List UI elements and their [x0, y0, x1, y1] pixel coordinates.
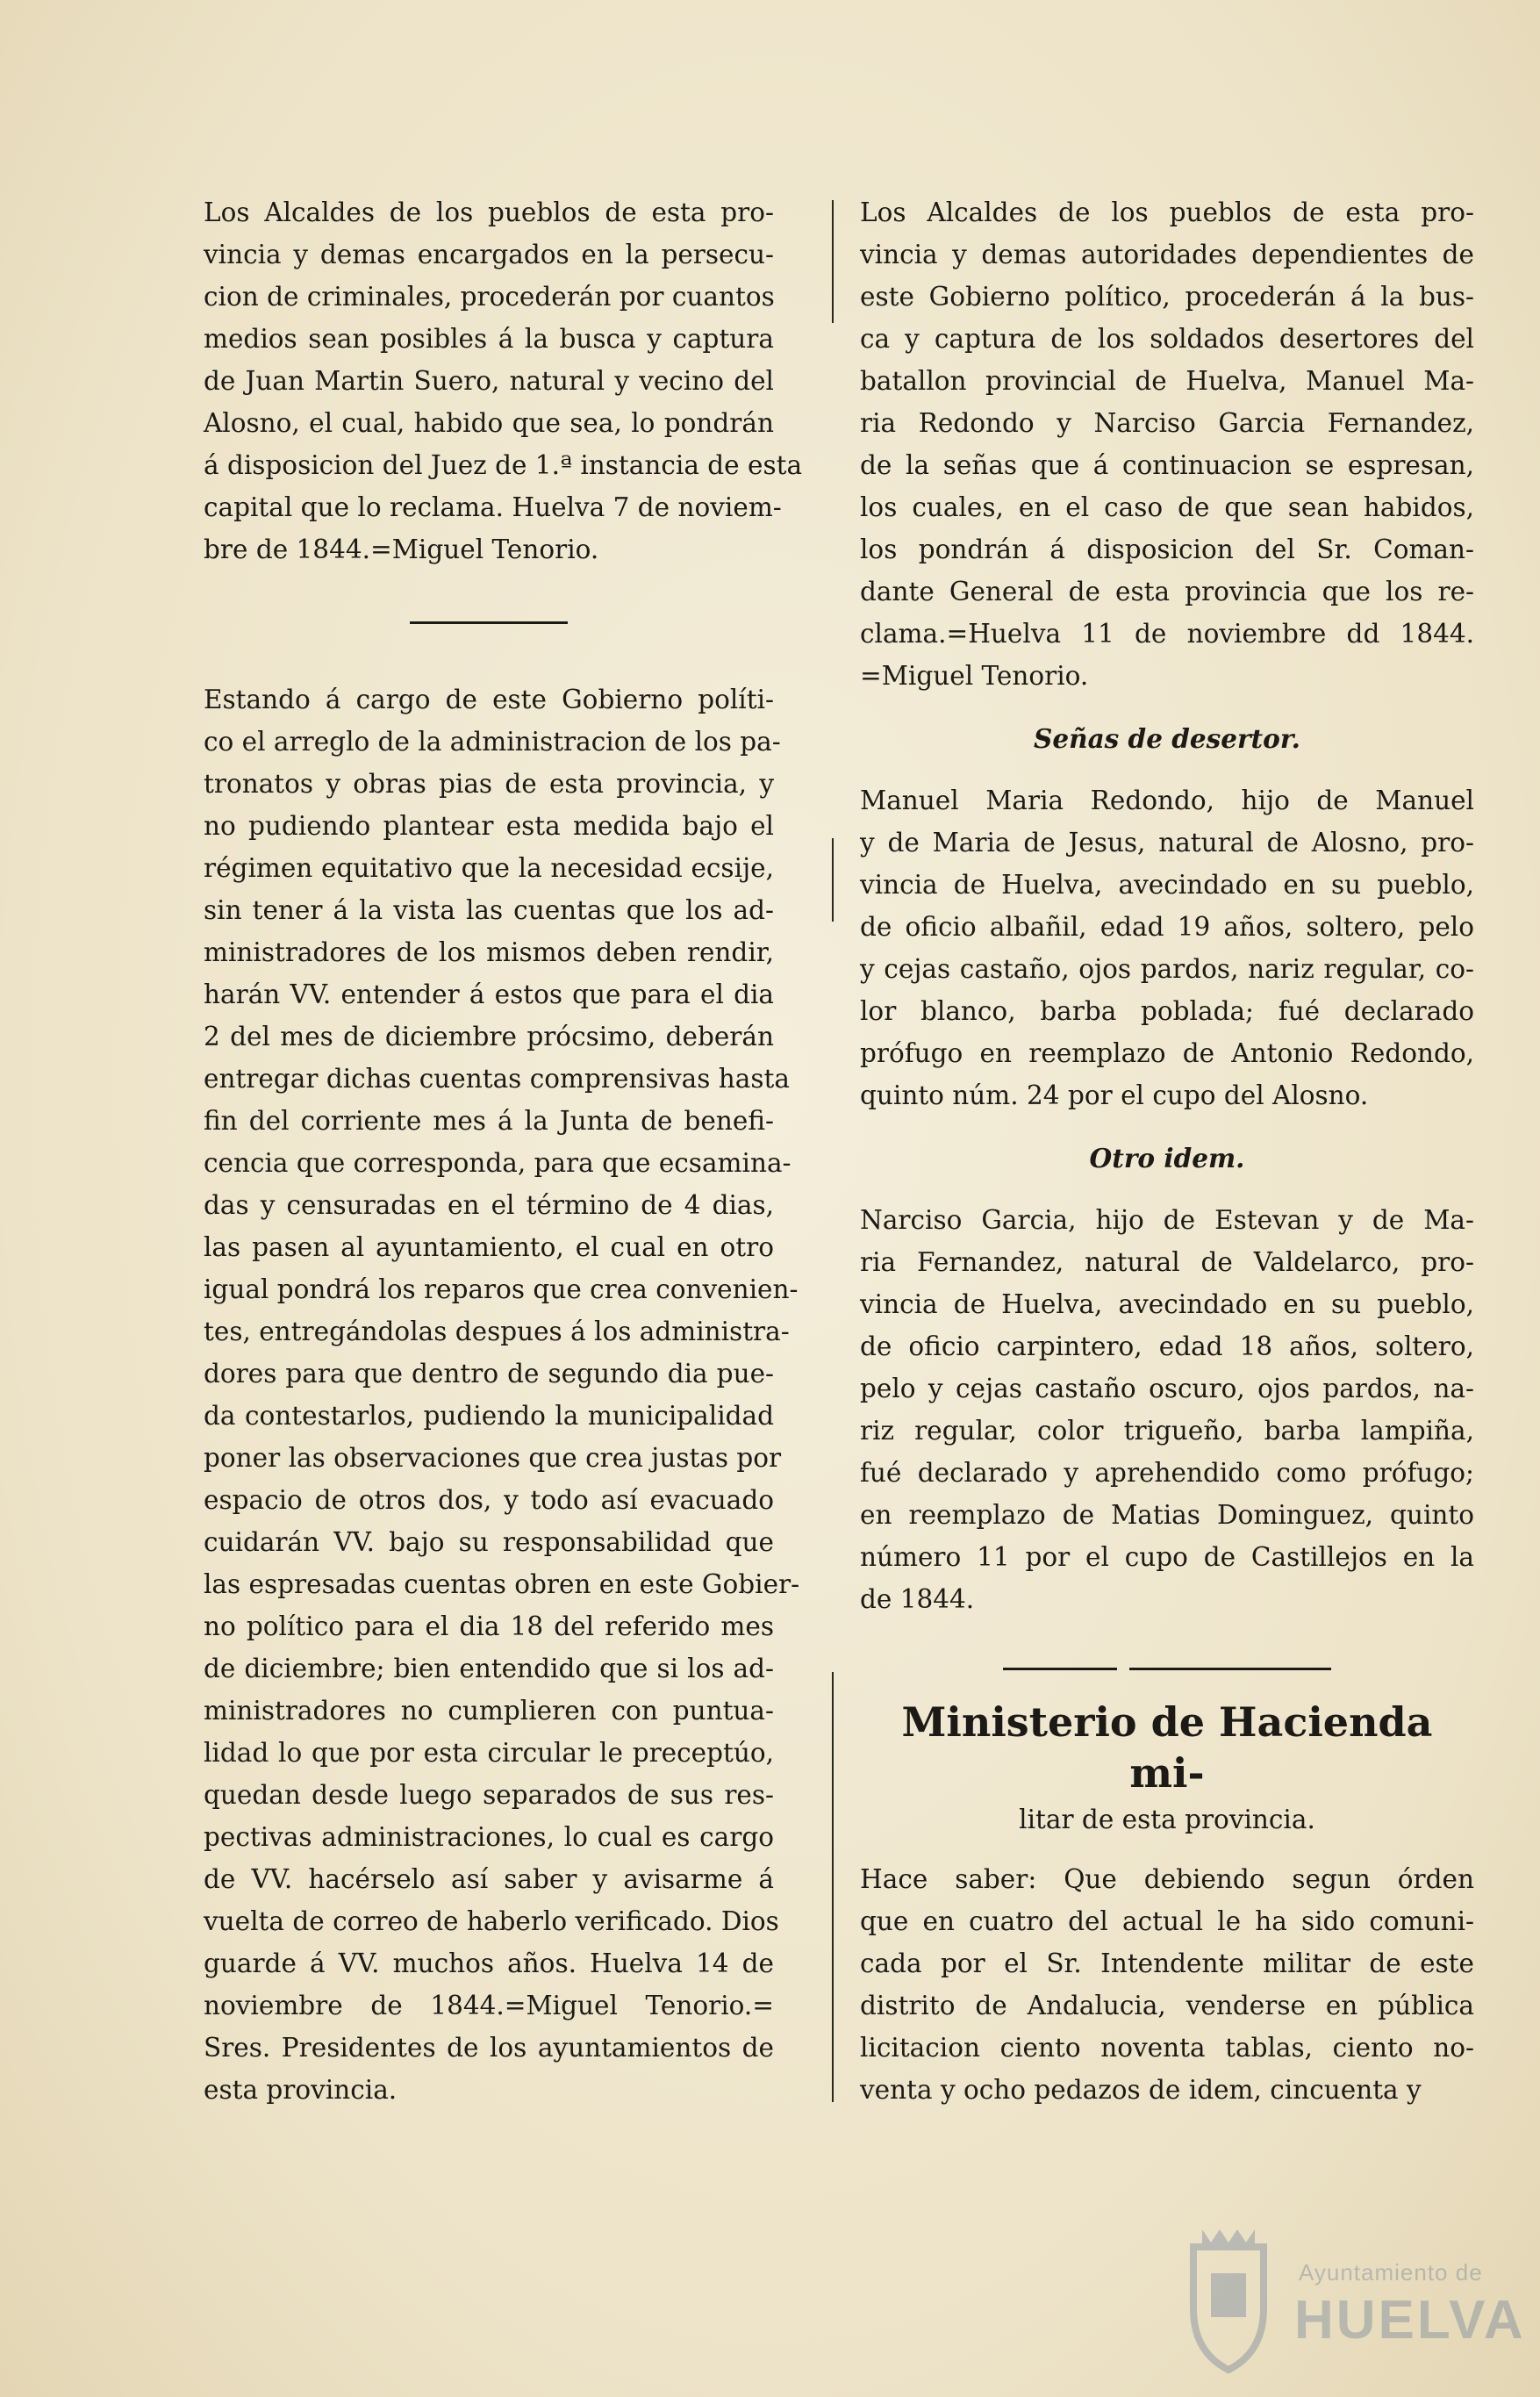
- text-line: venta y ocho pedazos de idem, cincuenta y: [860, 2075, 1422, 2105]
- text-line: régimen equitativo que la necesidad ecsije,: [204, 853, 774, 883]
- text-line: esta provincia.: [204, 2075, 398, 2105]
- text-line: 2 del mes de diciembre prócsimo, deberán: [204, 1022, 774, 1051]
- text-line: tes, entregándolas despues á los administra-: [204, 1317, 790, 1346]
- text-line: poner las observaciones que crea justas por: [204, 1443, 782, 1473]
- text-line: en reemplazo de Matias Dominguez, quinto: [860, 1500, 1474, 1530]
- notice-hace-saber: [860, 1858, 1474, 2111]
- text-line: fué declarado y aprehendido como prófugo;: [860, 1458, 1474, 1488]
- text-line: los cuales, en el caso de que sean habidos,: [860, 492, 1474, 522]
- text-line: no pudiendo plantear esta medida bajo el: [204, 811, 774, 841]
- text-line: pectivas administraciones, lo cual es cargo: [204, 1822, 774, 1852]
- deserter-1-description: [860, 779, 1474, 1116]
- text-line: no político para el dia 18 del referido mes: [204, 1611, 774, 1641]
- text-line: Los Alcaldes de los pueblos de esta pro-: [860, 197, 1474, 227]
- notice-desertores: [860, 191, 1474, 697]
- ministry-title: Ministerio de Hacienda mi-: [901, 1698, 1433, 1797]
- text-line: noviembre de 1844.=Miguel Tenorio.=: [204, 1991, 774, 2020]
- text-line: pelo y cejas castaño oscuro, ojos pardos, na-: [860, 1374, 1474, 1403]
- text-line: prófugo en reemplazo de Antonio Redondo,: [860, 1038, 1474, 1068]
- watermark-small-text: Ayuntamiento de: [1299, 2259, 1483, 2286]
- text-line: harán VV. entender á estos que para el dia: [204, 980, 774, 1009]
- text-line: ca y captura de los soldados desertores del: [860, 324, 1474, 354]
- text-line: de 1844.: [860, 1584, 975, 1614]
- text-line: número 11 por el cupo de Castillejos en la: [860, 1542, 1474, 1572]
- text-line: Alosno, el cual, habido que sea, lo pondrán: [204, 408, 774, 438]
- text-line: =Miguel Tenorio.: [860, 661, 1089, 691]
- text-line: co el arreglo de la administracion de los pa-: [204, 727, 781, 757]
- text-line: lidad lo que por esta circular le preceptúo,: [204, 1738, 774, 1768]
- text-line: cada por el Sr. Intendente militar de este: [860, 1948, 1474, 1978]
- text-line: vincia de Huelva, avecindado en su pueblo,: [860, 870, 1474, 900]
- column-divider: [832, 200, 834, 323]
- text-line: las pasen al ayuntamiento, el cual en otro: [204, 1232, 774, 1262]
- text-line: y de Maria de Jesus, natural de Alosno, pro-: [860, 828, 1474, 858]
- notice-alcaldes-captura: [204, 191, 803, 571]
- text-line: licitacion ciento noventa tablas, ciento no-: [860, 2033, 1474, 2063]
- text-line: sin tener á la vista las cuentas que los ad-: [204, 895, 774, 925]
- text-line: ria Fernandez, natural de Valdelarco, pro-: [860, 1247, 1474, 1277]
- text-line: ria Redondo y Narciso Garcia Fernandez,: [860, 408, 1474, 438]
- right-column: [860, 191, 1474, 2111]
- deserter-2-description: [860, 1199, 1474, 1620]
- text-line: cencia que corresponda, para que ecsamina-: [204, 1148, 791, 1178]
- text-line: los pondrán á disposicion del Sr. Coman-: [860, 535, 1474, 564]
- text-line: ministradores no cumplieren con puntua-: [204, 1696, 774, 1726]
- text-line: las espresadas cuentas obren en este Gobier-: [204, 1569, 800, 1599]
- text-line: Los Alcaldes de los pueblos de esta pro-: [204, 197, 774, 227]
- text-line: dores para que dentro de segundo dia pue-: [204, 1359, 774, 1389]
- ministry-subtitle: litar de esta provincia.: [1019, 1805, 1315, 1834]
- text-line: bre de 1844.=Miguel Tenorio.: [204, 535, 599, 564]
- watermark-big-text: HUELVA: [1294, 2290, 1526, 2350]
- text-line: de la señas que á continuacion se espresan,: [860, 450, 1474, 480]
- text-line: vincia de Huelva, avecindado en su pueblo,: [860, 1289, 1474, 1319]
- text-line: da contestarlos, pudiendo la municipalidad: [204, 1401, 774, 1431]
- text-line: Narciso Garcia, hijo de Estevan y de Ma-: [860, 1205, 1474, 1235]
- text-line: vuelta de correo de haberlo verificado. Dios: [204, 1906, 779, 1936]
- text-line: clama.=Huelva 11 de noviembre dd 1844.: [860, 619, 1474, 649]
- separator-rule: [410, 621, 568, 624]
- text-line: vincia y demas encargados en la persecu-: [204, 240, 774, 269]
- text-line: Estando á cargo de este Gobierno políti-: [204, 685, 774, 714]
- text-line: de oficio albañil, edad 19 años, soltero, pelo: [860, 912, 1474, 942]
- column-divider: [832, 838, 834, 922]
- text-line: capital que lo reclama. Huelva 7 de noviem-: [204, 492, 782, 522]
- text-line: este Gobierno político, procederán á la bus-: [860, 282, 1474, 312]
- deserter-heading: Señas de desertor.: [1034, 723, 1300, 754]
- text-line: cion de criminales, procederán por cuantos: [204, 282, 775, 312]
- text-line: lor blanco, barba poblada; fué declarado: [860, 996, 1474, 1026]
- text-line: á disposicion del Juez de 1.ª instancia de esta: [204, 450, 803, 480]
- text-line: Sres. Presidentes de los ayuntamientos de: [204, 2033, 774, 2063]
- text-line: quinto núm. 24 por el cupo del Alosno.: [860, 1080, 1369, 1110]
- text-line: entregar dichas cuentas comprensivas hasta: [204, 1064, 790, 1094]
- text-line: ministradores de los mismos deben rendir,: [204, 937, 774, 967]
- text-line: que en cuatro del actual le ha sido comuni-: [860, 1906, 1474, 1936]
- text-line: de oficio carpintero, edad 18 años, soltero,: [860, 1331, 1474, 1361]
- text-line: de VV. hacérselo así saber y avisarme á: [204, 1864, 774, 1894]
- other-idem-heading: Otro idem.: [1089, 1143, 1245, 1173]
- text-line: vincia y demas autoridades dependientes de: [860, 240, 1474, 269]
- column-divider: [832, 1672, 834, 2102]
- text-line: Manuel Maria Redondo, hijo de Manuel: [860, 786, 1474, 815]
- text-line: guarde á VV. muchos años. Huelva 14 de: [204, 1948, 774, 1978]
- text-line: das y censuradas en el término de 4 dias,: [204, 1190, 774, 1220]
- text-line: fin del corriente mes á la Junta de benefi-: [204, 1106, 774, 1136]
- text-line: igual pondrá los reparos que crea convenien-: [204, 1274, 799, 1304]
- left-column: [204, 191, 803, 2111]
- notice-patronatos: [204, 678, 800, 2111]
- text-line: de Juan Martin Suero, natural y vecino del: [204, 366, 774, 396]
- text-line: espacio de otros dos, y todo así evacuado: [204, 1485, 774, 1515]
- text-line: y cejas castaño, ojos pardos, nariz regular, co-: [860, 954, 1474, 984]
- text-line: dante General de esta provincia que los re-: [860, 577, 1474, 606]
- ayuntamiento-huelva-watermark: [1176, 2221, 1527, 2379]
- text-line: tronatos y obras pias de esta provincia, y: [204, 769, 774, 799]
- text-line: de diciembre; bien entendido que si los ad-: [204, 1654, 774, 1683]
- text-line: batallon provincial de Huelva, Manuel Ma-: [860, 366, 1474, 396]
- text-line: distrito de Andalucia, venderse en pública: [860, 1991, 1474, 2020]
- shield-icon: [1176, 2221, 1281, 2379]
- text-line: Hace saber: Que debiendo segun órden: [860, 1864, 1474, 1894]
- text-line: cuidarán VV. bajo su responsabilidad que: [204, 1527, 774, 1557]
- separator-double-rule: [860, 1668, 1474, 1670]
- text-line: riz regular, color trigueño, barba lampiña,: [860, 1416, 1474, 1446]
- text-line: medios sean posibles á la busca y captura: [204, 324, 774, 354]
- text-line: quedan desde luego separados de sus res-: [204, 1780, 774, 1810]
